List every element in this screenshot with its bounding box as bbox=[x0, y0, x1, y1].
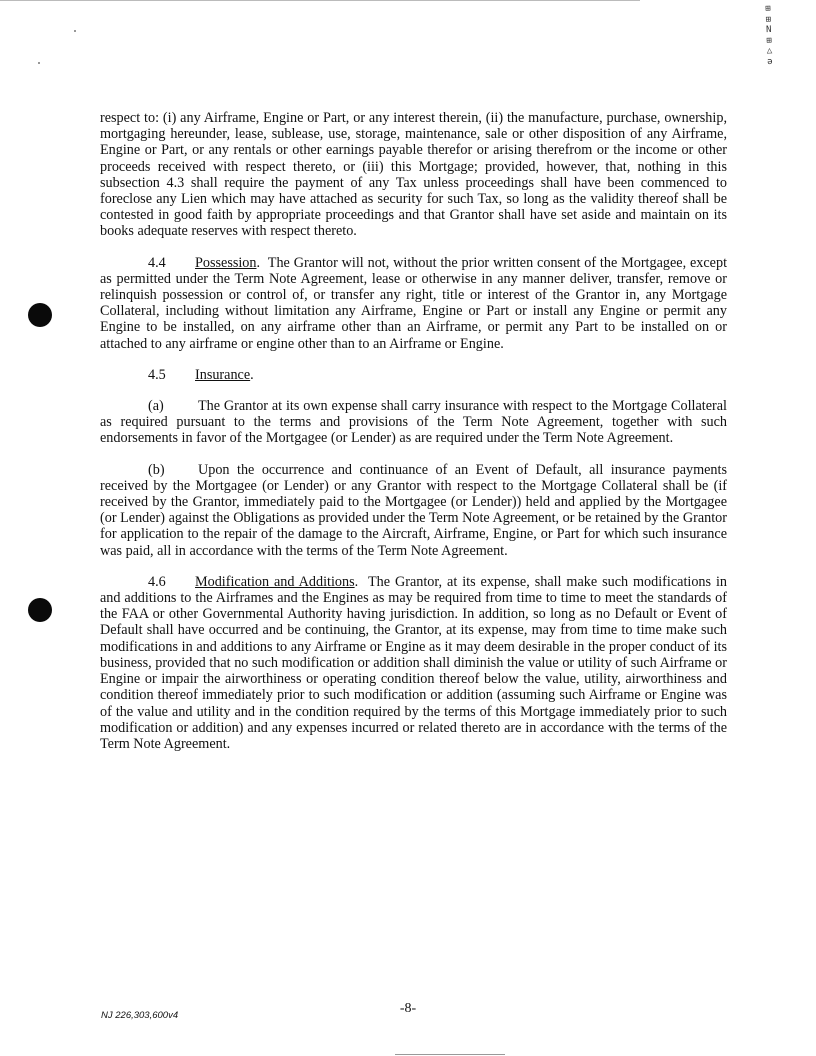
subsection-4-5-a bbox=[100, 398, 727, 447]
scan-speck bbox=[38, 62, 40, 64]
paragraph-continuation: respect to: (i) any Airframe, Engine or Part, or any interest therein, (ii) the manufacture, purchase, ownership, mortgaging hereunder, lease, sublease, use, storage, maintenance, sale or other disposition of any Airframe, Engine or Part, or any rentals or other earnings payable therefor or arising therefrom or the income or other proceeds received with respect thereto, or (iii) this Mortgage; provided, however, that, nothing in this subsection 4.3 shall require the payment of any Tax unless proceedings shall have been commenced to foreclose any Lien which may have attached as security for such Tax, so long as the validity thereof shall be contested in good faith by appropriate proceedings and that Grantor shall have set aside and maintain on its books adequate reserves with respect thereto. bbox=[100, 110, 727, 240]
section-number: 4.5 bbox=[148, 366, 166, 383]
stamp-glyph: ⊞ bbox=[765, 3, 771, 15]
section-title: Insurance bbox=[195, 366, 251, 383]
section-text: The Grantor will not, without the prior written consent of the Mortgagee, except as permitted under the Term Note Agreement, lease or otherwise in any manner deliver, transfer, remove or relinquish possession or control of, or transfer any right, title or interest of the Grantor in, any Mortgage Collateral, including without limitation any Airframe, Engine or Part or install any Engine or permit any Engine to be installed, on any airframe other than an Airframe, or permit any Part to be installed on or attached to any airframe or engine other than to an Airframe or Engine. bbox=[100, 254, 728, 352]
binder-hole bbox=[28, 303, 52, 327]
page-number: -8- bbox=[399, 1001, 417, 1016]
section-text: The Grantor, at its expense, shall make such modifications in and additions to the Airframes and the Engines as may be required from time to time to meet the standards of the FAA or other Governmental Authority having jurisdiction. In addition, so long as no Default or Event of Default shall have occurred and be continuing, the Grantor, at its expense, may from time to time make such modifications in and additions to any Airframe or Engine as it may deem desirable in the proper conduct of its business, provided that no such modification or addition shall diminish the value or utility of such Airframe or Engine or impair the airworthiness or operating condition thereof below the value, utility, airworthiness and condition thereof immediately prior to such modification or addition (assuming such Airframe or Engine was of the value and utility and in the condition required by the terms of this Mortgage immediately prior to such modification or addition) and any expenses incurred or related thereto are in accordance with the terms of the Term Note Agreement. bbox=[100, 573, 727, 752]
subsection-text: The Grantor at its own expense shall carry insurance with respect to the Mortgage Collateral as required pursuant to the terms and provisions of the Term Note Agreement, together with such endorsements in favor of the Mortgagee (or Lender) as are required under the Term Note Agreement. bbox=[100, 398, 727, 447]
subsection-label: (a) bbox=[148, 398, 164, 415]
subsection-4-5-b bbox=[100, 462, 727, 559]
section-4-5: 4.5 Insurance. bbox=[148, 366, 254, 383]
top-scan-line bbox=[0, 0, 640, 1]
scan-speck bbox=[74, 30, 76, 32]
stamp-glyph: N bbox=[765, 24, 772, 36]
stamp-glyph: △ bbox=[766, 45, 773, 57]
section-title: Possession bbox=[195, 254, 257, 271]
bottom-scan-line bbox=[395, 1054, 505, 1055]
stamp-glyph: ⊞ bbox=[765, 14, 772, 25]
section-4-6: 4.6 Modification and Additions. The Grantor, at its expense, shall make such modifications in and additions to the Airframes and the Engines as may be required from time to time to meet the standards of the FAA or other Governmental Authority having jurisdiction. In addition, so long as no Default or Event of Default shall have occurred and be continuing, the Grantor, at its expense, may from time to time make such modifications in and additions to any Airframe or Engine as it may deem desirable in the proper conduct of its business, provided that no such modification or addition shall diminish the value or utility of such Airframe or Engine or impair the airworthiness or operating condition thereof below the value, utility, airworthiness and condition thereof immediately prior to such modification or addition (assuming such Airframe or Engine was of the value and utility and in the condition required by the terms of this Mortgage immediately prior to such modification or addition) and any expenses incurred or related thereto are in accordance with the terms of the Term Note Agreement. bbox=[100, 573, 727, 752]
stamp-glyph: ə bbox=[767, 56, 773, 67]
section-number: 4.4 bbox=[148, 254, 166, 271]
section-4-4: 4.4 Possession. The Grantor will not, without the prior written consent of the Mortgagee, except as permitted under the Term Note Agreement, lease or otherwise in any manner deliver, transfer, remove or relinquish possession or control of, or transfer any right, title or interest of the Grantor in, any Mortgage Collateral, including without limitation any Airframe, Engine or Part or install any Engine or permit any Engine to be installed, on any airframe other than an Airframe, or permit any Part to be installed on or attached to any airframe or engine other than to an Airframe or Engine. bbox=[100, 254, 728, 352]
section-title: Modification and Additions bbox=[195, 573, 355, 590]
binder-hole bbox=[28, 598, 52, 622]
stamp-glyph: ⊞ bbox=[766, 35, 773, 46]
subsection-text: Upon the occurrence and continuance of an Event of Default, all insurance payments received by the Mortgagee (or Lender) or any Grantor with respect to the Mortgage Collateral shall be (if received by the Grantor, immediately paid to the Mortgagee (or Lender)) held and applied by the Mortgagee (or Lender) against the Obligations as provided under the Term Note Agreement, or be retained by the Grantor for application to the repair of the damage to the Aircraft, Airframe, Engine, or Part for which such insurance was paid, all in accordance with the terms of the Term Note Agreement. bbox=[100, 461, 727, 559]
document-id: NJ 226,303,600v4 bbox=[101, 1010, 179, 1021]
subsection-label: (b) bbox=[148, 461, 165, 478]
section-number: 4.6 bbox=[148, 573, 166, 590]
document-body bbox=[100, 110, 727, 767]
filing-stamp bbox=[761, 4, 777, 67]
